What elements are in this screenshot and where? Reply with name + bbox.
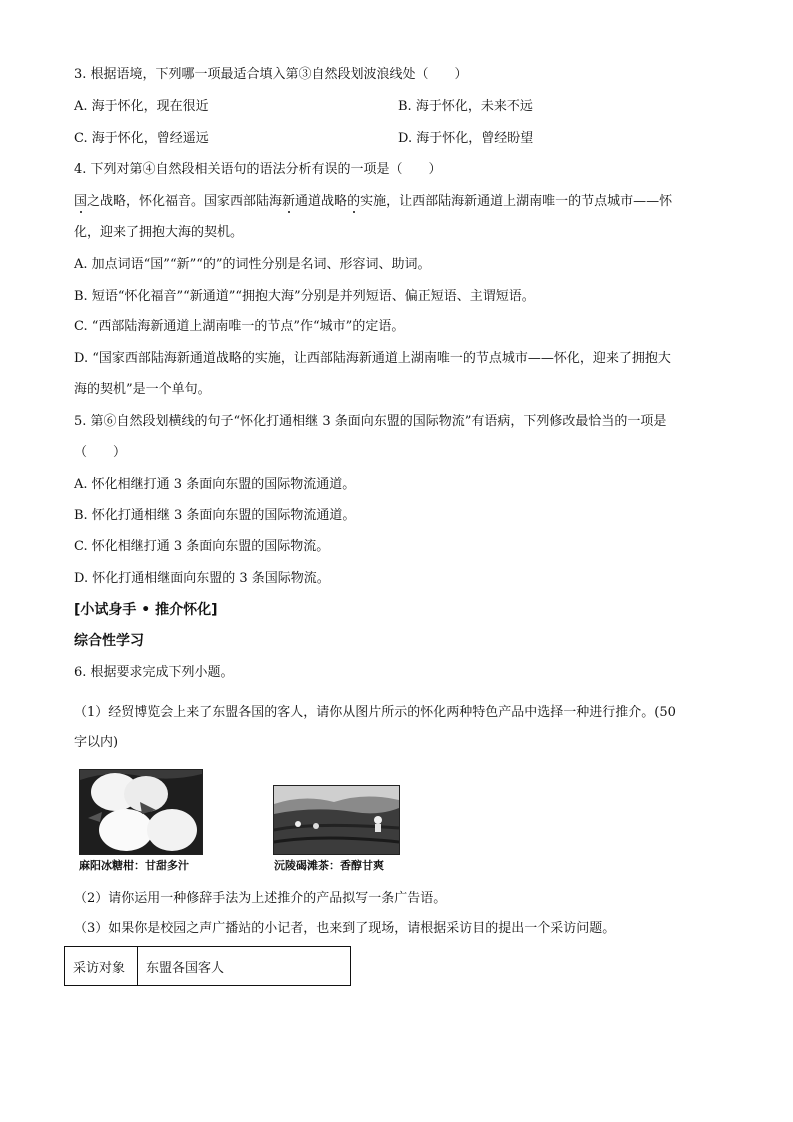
dotted-word-de: 的 — [347, 194, 361, 209]
q5-option-c: C. 怀化相继打通 3 条面向东盟的国际物流。 — [74, 539, 330, 554]
oranges-caption: 麻阳冰糖柑：甘甜多汁 — [79, 859, 189, 872]
q6-part3: （3）如果你是校园之声广播站的小记者，也来到了现场，请根据采访目的提出一个采访问题。 — [74, 921, 616, 936]
dotted-word-xin: 新 — [282, 194, 296, 209]
section-subheading: 综合性学习 — [74, 633, 144, 649]
q5-option-b: B. 怀化打通相继 3 条面向东盟的国际物流通道。 — [74, 508, 356, 523]
q5-stem-line2: （ ） — [74, 445, 127, 460]
q4-passage-line2: 化，迎来了拥抱大海的契机。 — [74, 225, 244, 240]
q4-option-c: C. “西部陆海新通道上湖南唯一的节点”作“城市”的定语。 — [74, 319, 405, 334]
tea-field-illustration — [274, 786, 399, 854]
dotted-word-guo: 国 — [74, 194, 88, 209]
q4-option-d-line2: 海的契机”是一个单句。 — [74, 382, 211, 397]
q6-part2: （2）请你运用一种修辞手法为上述推介的产品拟写一条广告语。 — [74, 891, 447, 906]
q6-stem: 6. 根据要求完成下列小题。 — [74, 665, 234, 680]
q5-option-a: A. 怀化相继打通 3 条面向东盟的国际物流通道。 — [74, 477, 356, 492]
table-row — [65, 947, 351, 986]
q5-stem-line1: 5. 第⑥自然段划横线的句子“怀化打通相继 3 条面向东盟的国际物流”有语病，下列修改最恰当的一项是 — [74, 414, 667, 429]
q4-option-d-line1: D. “国家西部陆海新通道战略的实施，让西部陆海新通道上湖南唯一的节点城市——怀化，迎来了拥抱大 — [74, 351, 671, 366]
oranges-illustration — [80, 770, 202, 854]
q3-option-b: B. 海于怀化，未来不远 — [398, 99, 533, 114]
tea-photo — [273, 785, 400, 855]
q4-stem: 4. 下列对第④自然段相关语句的语法分析有误的一项是（ ） — [74, 162, 442, 177]
interview-table — [64, 946, 351, 986]
section-heading: [小试身手 • 推介怀化] — [74, 602, 218, 618]
q3-option-d: D. 海于怀化，曾经盼望 — [398, 131, 534, 146]
q3-stem: 3. 根据语境，下列哪一项最适合填入第③自然段划波浪线处（ ） — [74, 67, 468, 82]
q6-part1-line1: （1）经贸博览会上来了东盟各国的客人，请你从图片所示的怀化两种特色产品中选择一种进行推介。(50 — [74, 705, 676, 720]
q3-option-c: C. 海于怀化，曾经遥远 — [74, 131, 209, 146]
q3-option-a: A. 海于怀化，现在很近 — [74, 99, 209, 114]
q4-option-b: B. 短语“怀化福音”“新通道”“拥抱大海”分别是并列短语、偏正短语、主谓短语。 — [74, 289, 535, 304]
q4-option-a: A. 加点词语“国”“新”“的”的词性分别是名词、形容词、助词。 — [74, 257, 431, 272]
q4-passage-line1: 国之战略，怀化福音。国家西部陆海新通道战略的实施，让西部陆海新通道上湖南唯一的节点城市——怀 — [74, 194, 673, 209]
interview-target-value: 东盟各国客人 — [138, 947, 351, 986]
tea-caption: 沅陵碣滩茶：香醇甘爽 — [274, 859, 384, 872]
q6-part1-line2: 字以内) — [74, 735, 119, 750]
q5-option-d: D. 怀化打通相继面向东盟的 3 条国际物流。 — [74, 571, 330, 586]
oranges-photo — [79, 769, 203, 855]
interview-target-label: 采访对象 — [65, 947, 138, 986]
